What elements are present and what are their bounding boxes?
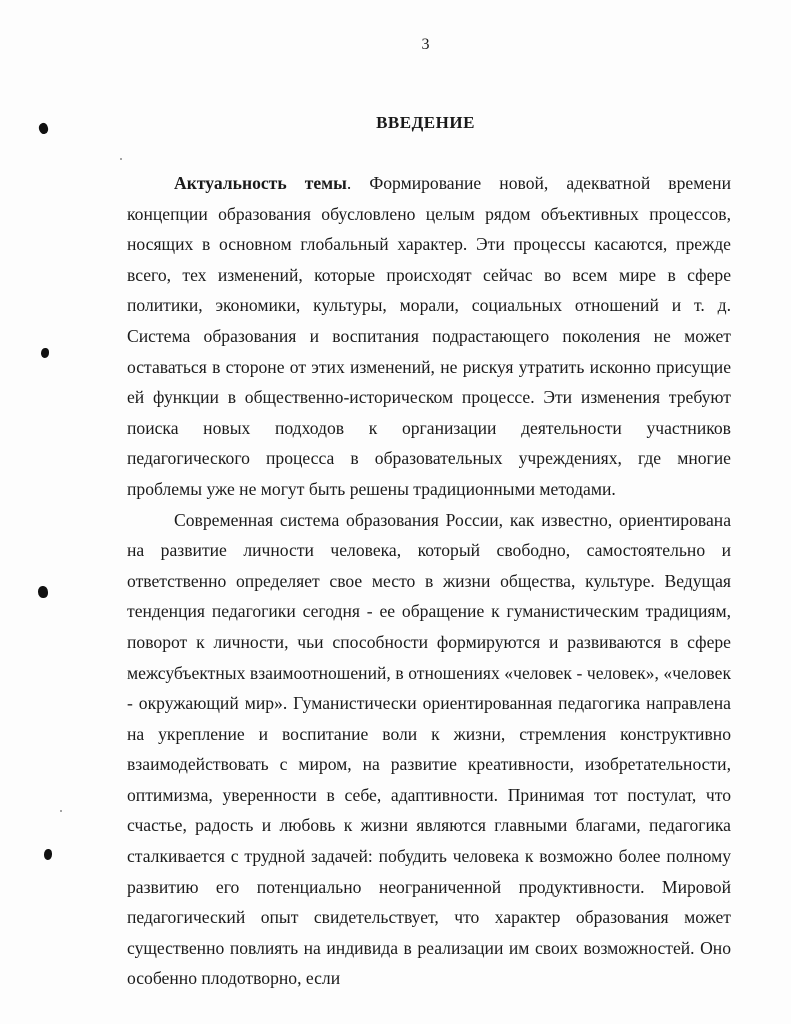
paragraph-text: . Формирование новой, адекватной времени концепции образования обусловлено целым рядом объективных процессов, носящих в основном глобальный характер. Эти процессы касаются, прежде всего, тех изменений, которые происходят сейчас во всем мире в сфере политики, экономики, культуры, морали, социальных отношений и т. д. Система образования и воспитания подрастающего поколения не может оставаться в стороне от этих изменений, не рискуя утратить исконно присущие ей функции в общественно-историческом процессе. Эти изменения требуют поиска новых подходов к организации деятельности участников педагогического процесса в образовательных учреждениях, где многие проблемы уже не могут быть решены традиционными методами. <box>127 173 731 499</box>
scan-speck <box>120 158 122 160</box>
page-number: 3 <box>421 36 430 53</box>
body-text <box>127 168 731 994</box>
scan-artifact <box>38 586 48 598</box>
paragraph-modern-system <box>127 505 731 995</box>
section-heading: ВВЕДЕНИЕ <box>376 113 475 132</box>
paragraph-relevance <box>127 168 731 505</box>
paragraph-text: Современная система образования России, как известно, ориентирована на развитие личности человека, который свободно, самостоятельно и ответственно определяет свое место в жизни общества, культуре. Ведущая тенденция педагогики сегодня - ее обращение к гуманистическим традициям, поворот к личности, чьи способности формируются и развиваются в сфере межсубъектных взаимоотношений, в отношениях «человек - человек», «человек - окружающий мир». Гуманистически ориентированная педагогика направлена на укрепление и воспитание воли к жизни, стремления конструктивно взаимодействовать с миром, на развитие креативности, изобретательности, оптимизма, уверенности в себе, адаптивности. Принимая тот постулат, что счастье, радость и любовь к жизни являются главными благами, педагогика сталкивается с трудной задачей: побудить человека к возможно более полному развитию его потенциально неограниченной продуктивности. Мировой педагогический опыт свидетельствует, что характер образования может существенно повлиять на индивида в реализации им своих возможностей. Оно особенно плодотворно, если <box>127 509 731 989</box>
paragraph-lead: Актуальность темы <box>174 173 347 193</box>
scan-speck <box>60 810 62 812</box>
scan-artifact <box>41 348 49 358</box>
scan-artifact <box>44 849 52 860</box>
